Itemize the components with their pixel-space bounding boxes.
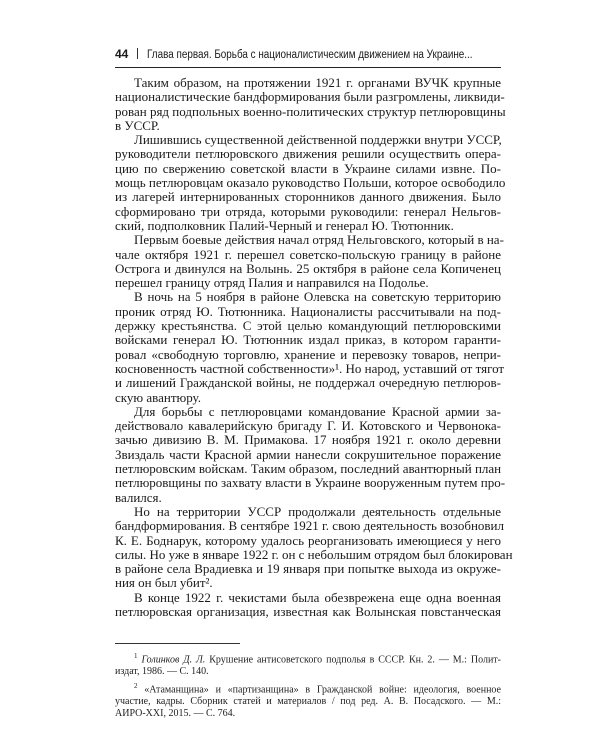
text-line: в районе села Врадиевка и 19 января при попытке выхода из окруже-	[115, 561, 501, 577]
paragraph	[115, 591, 501, 620]
text-line: войсками генерал Ю. Тютюнник издал приказ, в котором гаранти-	[115, 332, 501, 348]
header-separator	[137, 48, 138, 59]
footnote-text: Крушение антисоветского подполья в СССР. Кн. 2. — М.: Полит-	[209, 654, 502, 666]
footnote-1	[115, 651, 501, 677]
text-line: Звиздаль части Красной армии нанесли сокрушительное поражение	[115, 446, 501, 462]
footnote-author: Голинков Д. Л.	[141, 654, 206, 666]
text-line: в УССР.	[115, 117, 160, 133]
text-line: Острога и двинулся на Волынь. 25 октября в районе села Копиченец	[115, 260, 501, 276]
footnote-text: участие, кадры. Сборник статей и материалов / под ред. А. В. Посадского. — М.:	[115, 696, 501, 708]
paragraph	[115, 403, 506, 505]
body-text	[115, 75, 513, 619]
text-line: Для борьбы с петлюровцами командование Красной армии за-	[134, 403, 501, 419]
text-line: силы. Но уже в январе 1922 г. он с небольшим отрядом был блокирован	[115, 546, 513, 562]
text-line: петлюровщины по захвату власти в Украине вооруженным путем про-	[115, 475, 506, 491]
text-line: петлюровская организация, известная как Волынская повстанческая	[115, 603, 501, 619]
text-line: косновенность частной собственности»¹. Но народ, уставший от тягот	[115, 360, 505, 376]
footnote-marker: 2	[134, 682, 138, 691]
text-line: Таким образом, на протяжении 1921 г. органами ВУЧК крупные	[134, 75, 501, 90]
paragraph	[115, 232, 504, 291]
paragraph	[115, 75, 506, 133]
text-line: перешел границу отряд Палия и направился на Подолье.	[115, 275, 429, 291]
text-line: руководители петлюровского движения решили осуществить опера-	[115, 146, 501, 162]
text-line: зачью дивизию В. М. Примакова. 17 ноября 1921 г. около деревни	[115, 432, 501, 448]
paragraph	[115, 289, 505, 405]
text-line: К. Е. Боднарук, которому удалось реорганизовать имеющиеся у него	[115, 532, 501, 548]
text-line: скую авантюру.	[115, 389, 201, 405]
footnote-2	[115, 681, 501, 719]
text-line: националистические бандформирования были разгромлены, ликвиди-	[115, 89, 505, 105]
text-line: сформировано три отряда, которыми руководили: генерал Нельгов-	[115, 203, 501, 219]
text-line: петлюровским войскам. Таким образом, последний авантюрный план	[115, 461, 502, 477]
footnote-text: АИРО-XXI, 2015. — С. 764.	[115, 707, 236, 719]
text-line: валился.	[115, 489, 162, 505]
text-line: проник отряд Ю. Тютюнника. Националисты рассчитывали на под-	[115, 303, 501, 319]
text-line: В конце 1922 г. чекистами была обезврежена еще одна военная	[134, 589, 501, 605]
footnotes	[115, 651, 501, 723]
text-line: и лишений Гражданской войны, не поддержал очередную петлюров-	[115, 375, 501, 391]
text-line: бандформирования. В сентябре 1921 г. свою деятельность возобновил	[115, 518, 504, 534]
text-line: действовало кавалерийскую бригаду Г. И. Котовского и Червонока-	[115, 418, 501, 434]
text-line: ровал «свободную торговлю, хранение и перевозку товаров, непри-	[115, 346, 501, 362]
footnote-text: издат, 1986. — С. 140.	[115, 665, 209, 677]
paragraph	[115, 132, 506, 233]
text-line: Первым боевые действия начал отряд Нельговского, который в на-	[134, 232, 504, 248]
text-line: чале октября 1921 г. перешел советско-польскую границу в районе	[115, 246, 501, 262]
footnote-marker: 1	[134, 652, 138, 660]
footnote-text: «Атаманщина» и «партизанщина» в Гражданской войне: идеология, военное	[144, 684, 501, 696]
running-header	[115, 47, 501, 68]
page-number: 44	[115, 47, 129, 61]
text-line: из лагерей интернированных сторонников данного движения. Было	[115, 189, 501, 205]
footnote-rule	[115, 643, 240, 644]
text-line: ния он был убит².	[115, 575, 213, 591]
chapter-title: Глава первая. Борьба с националистическим движением на Украине...	[147, 49, 473, 61]
text-line: Лишившись существенной действенной поддержки внутри УССР,	[134, 132, 502, 148]
text-line: В ночь на 5 ноября в районе Олевска на советскую территорию	[134, 289, 501, 305]
text-line: цию по свержению советской власти в Украине силами извне. По-	[115, 160, 501, 176]
text-line: мощь петлюровцам оказало руководство Польши, которое освободило	[115, 175, 506, 191]
text-line: Но на территории УССР продолжали деятельность отдельные	[134, 503, 501, 519]
text-line: держку крестьянства. С этой целью командующий петлюровскими	[115, 318, 501, 334]
text-line: ский, подполковник Палий-Черный и генерал Ю. Тютюнник.	[115, 217, 454, 233]
paragraph	[115, 503, 513, 591]
text-line: рован ряд подпольных военно-политических структур петлюровщины	[115, 103, 506, 119]
